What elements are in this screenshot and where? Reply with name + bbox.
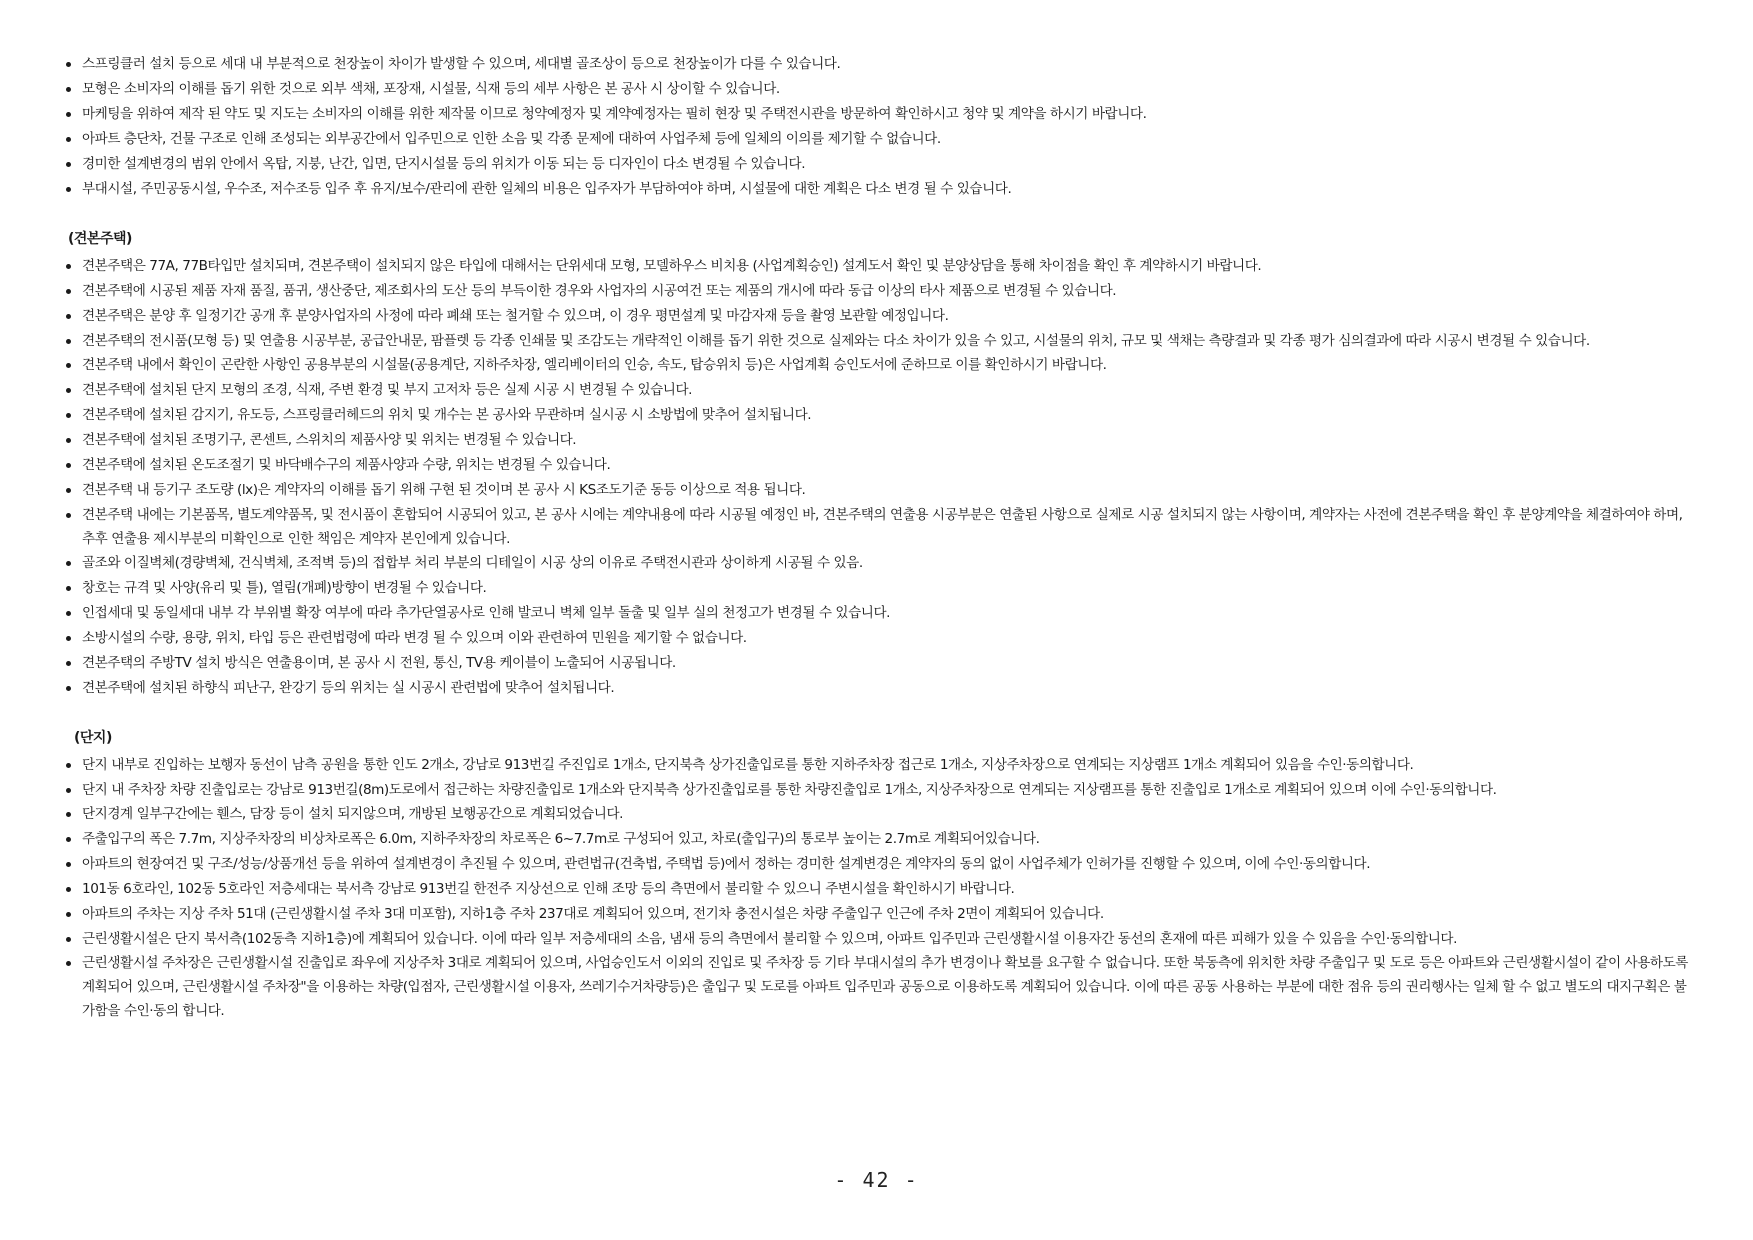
section-heading-model-house: (견본주택) <box>68 231 132 247</box>
list-item: 인접세대 및 동일세대 내부 각 부위별 확장 여부에 따라 추가단열공사로 인해 발코니 벽체 일부 돌출 및 일부 실의 천정고가 변경될 수 있습니다. <box>66 601 1688 626</box>
list-item: 스프링클러 설치 등으로 세대 내 부분적으로 천장높이 차이가 발생할 수 있으며, 세대별 골조상이 등으로 천장높이가 다를 수 있습니다. <box>66 52 1688 77</box>
page-number: - 42 - <box>834 1168 919 1192</box>
list-item: 견본주택에 설치된 하향식 피난구, 완강기 등의 위치는 실 시공시 관련법에 맞추어 설치됩니다. <box>66 676 1688 701</box>
list-item: 모형은 소비자의 이해를 돕기 위한 것으로 외부 색채, 포장재, 시설물, 식재 등의 세부 사항은 본 공사 시 상이할 수 있습니다. <box>66 77 1688 102</box>
list-item: 견본주택 내 등기구 조도량 (lx)은 계약자의 이해를 돕기 위해 구현 된 것이며 본 공사 시 KS조도기준 동등 이상으로 적용 됩니다. <box>66 478 1688 503</box>
list-item: 단지 내 주차장 차량 진출입로는 강남로 913번길(8m)도로에서 접근하는 차량진출입로 1개소와 단지북측 상가진출입로를 통한 차량진출입로 1개소, 지상주차장으로 연계되는 지상램프를 통한 진출입로 1개소로 계획되어 있으며 이에 수인·동의합니다. <box>66 778 1688 802</box>
list-item: 견본주택은 분양 후 일정기간 공개 후 분양사업자의 사정에 따라 폐쇄 또는 철거할 수 있으며, 이 경우 평면설계 및 마감자재 등을 촬영 보관할 예정입니다. <box>66 304 1688 329</box>
list-item: 아파트의 주차는 지상 주차 51대 (근린생활시설 주차 3대 미포함), 지하1층 주차 237대로 계획되어 있으며, 전기차 충전시설은 차량 주출입구 인근에 주차 2면이 계획되어 있습니다. <box>66 902 1688 927</box>
list-item: 단지경계 일부구간에는 휀스, 담장 등이 설치 되지않으며, 개방된 보행공간으로 계획되었습니다. <box>66 802 1688 827</box>
list-item: 101동 6호라인, 102동 5호라인 저층세대는 북서측 강남로 913번길 한전주 지상선으로 인해 조망 등의 측면에서 불리할 수 있으니 주변시설을 확인하시기 바랍니다. <box>66 877 1688 902</box>
list-item: 소방시설의 수량, 용량, 위치, 타입 등은 관련법령에 따라 변경 될 수 있으며 이와 관련하여 민원을 제기할 수 없습니다. <box>66 626 1688 651</box>
list-item: 견본주택 내에서 확인이 곤란한 사항인 공용부분의 시설물(공용계단, 지하주차장, 엘리베이터의 인승, 속도, 탑승위치 등)은 사업계획 승인도서에 준하므로 이를 확인하시기 바랍니다. <box>66 353 1688 378</box>
complex-list <box>66 753 1688 1023</box>
list-item: 견본주택에 설치된 온도조절기 및 바닥배수구의 제품사양과 수량, 위치는 변경될 수 있습니다. <box>66 453 1688 478</box>
list-item: 견본주택의 전시품(모형 등) 및 연출용 시공부분, 공급안내문, 팜플렛 등 각종 인쇄물 및 조감도는 개략적인 이해를 돕기 위한 것으로 실제와는 다소 차이가 있을 수 있고, 시설물의 위치, 규모 및 색채는 측량결과 및 각종 평가 심의결과에 따라 시공시 변경될 수 있습니다. <box>66 329 1688 353</box>
list-item: 경미한 설계변경의 범위 안에서 옥탑, 지붕, 난간, 입면, 단지시설물 등의 위치가 이동 되는 등 디자인이 다소 변경될 수 있습니다. <box>66 152 1688 177</box>
section-heading-complex: (단지) <box>74 730 112 746</box>
list-item: 아파트의 현장여건 및 구조/성능/상품개선 등을 위하여 설계변경이 추진될 수 있으며, 관련법규(건축법, 주택법 등)에서 정하는 경미한 설계변경은 계약자의 동의 없이 사업주체가 인허가를 진행할 수 있으며, 이에 수인·동의합니다. <box>66 852 1688 877</box>
list-item: 견본주택의 주방TV 설치 방식은 연출용이며, 본 공사 시 전원, 통신, TV용 케이블이 노출되어 시공됩니다. <box>66 651 1688 676</box>
list-item: 아파트 층단차, 건물 구조로 인해 조성되는 외부공간에서 입주민으로 인한 소음 및 각종 문제에 대하여 사업주체 등에 일체의 이의를 제기할 수 없습니다. <box>66 127 1688 152</box>
list-item: 근린생활시설 주차장은 근린생활시설 진출입로 좌우에 지상주차 3대로 계획되어 있으며, 사업승인도서 이외의 진입로 및 주차장 등 기타 부대시설의 추가 변경이나 확보를 요구할 수 없습니다. 또한 북동측에 위치한 차량 주출입구 및 도로 등은 아파트와 근린생활시설이 같이 사용하도록 계획되어 있으며, 근린생활시설 주차장"을 이용하는 차량(입점자, 근린생활시설 이용자, 쓰레기수거차량등)은 출입구 및 도로를 아파트 입주민과 공동으로 이용하도록 계획되어 있습니다. 이에 따른 공동 사용하는 부분에 대한 점유 등의 권리행사는 일체 할 수 없고 별도의 대지구획은 불가함을 수인·동의 합니다. <box>66 951 1688 1023</box>
list-item: 단지 내부로 진입하는 보행자 동선이 남측 공원을 통한 인도 2개소, 강남로 913번길 주진입로 1개소, 단지북측 상가진출입로를 통한 지하주차장 접근로 1개소, 지상주차장으로 연계되는 지상램프 1개소 계획되어 있음을 수인·동의합니다. <box>66 753 1688 778</box>
list-item: 부대시설, 주민공동시설, 우수조, 저수조등 입주 후 유지/보수/관리에 관한 일체의 비용은 입주자가 부담하여야 하며, 시설물에 대한 계획은 다소 변경 될 수 있습니다. <box>66 177 1688 202</box>
intro-list <box>66 52 1688 202</box>
list-item: 주출입구의 폭은 7.7m, 지상주차장의 비상차로폭은 6.0m, 지하주차장의 차로폭은 6~7.7m로 구성되어 있고, 차로(출입구)의 통로부 높이는 2.7m로 계획되어있습니다. <box>66 827 1688 852</box>
list-item: 골조와 이질벽체(경량벽체, 건식벽체, 조적벽 등)의 접합부 처리 부분의 디테일이 시공 상의 이유로 주택전시관과 상이하게 시공될 수 있음. <box>66 551 1688 576</box>
list-item: 견본주택에 시공된 제품 자재 품질, 품귀, 생산중단, 제조회사의 도산 등의 부득이한 경우와 사업자의 시공여건 또는 제품의 개시에 따라 동급 이상의 타사 제품으로 변경될 수 있습니다. <box>66 279 1688 304</box>
list-item: 견본주택은 77A, 77B타입만 설치되며, 견본주택이 설치되지 않은 타입에 대해서는 단위세대 모형, 모델하우스 비치용 (사업계획승인) 설계도서 확인 및 분양상담을 통해 차이점을 확인 후 계약하시기 바랍니다. <box>66 254 1688 279</box>
list-item: 견본주택에 설치된 감지기, 유도등, 스프링클러헤드의 위치 및 개수는 본 공사와 무관하며 실시공 시 소방법에 맞추어 설치됩니다. <box>66 403 1688 428</box>
list-item: 근린생활시설은 단지 북서측(102동측 지하1층)에 계획되어 있습니다. 이에 따라 일부 저층세대의 소음, 냄새 등의 측면에서 불리할 수 있으며, 아파트 입주민과 근린생활시설 이용자간 동선의 혼재에 따른 피해가 있을 수 있음을 수인·동의합니다. <box>66 927 1688 951</box>
model-house-list <box>66 254 1688 701</box>
list-item: 창호는 규격 및 사양(유리 및 틀), 열림(개폐)방향이 변경될 수 있습니다. <box>66 576 1688 601</box>
list-item: 견본주택 내에는 기본품목, 별도계약품목, 및 전시품이 혼합되어 시공되어 있고, 본 공사 시에는 계약내용에 따라 시공될 예정인 바, 견본주택의 연출용 시공부분은 연출된 사항으로 실제로 시공 설치되지 않는 사항이며, 계약자는 사전에 견본주택을 확인 후 분양계약을 체결하여야 하며, 추후 연출용 제시부분의 미확인으로 인한 책임은 계약자 본인에게 있습니다. <box>66 503 1688 551</box>
list-item: 견본주택에 설치된 조명기구, 콘센트, 스위치의 제품사양 및 위치는 변경될 수 있습니다. <box>66 428 1688 453</box>
document-page <box>66 52 1688 1023</box>
list-item: 견본주택에 설치된 단지 모형의 조경, 식재, 주변 환경 및 부지 고저차 등은 실제 시공 시 변경될 수 있습니다. <box>66 378 1688 403</box>
list-item: 마케팅을 위하여 제작 된 약도 및 지도는 소비자의 이해를 위한 제작물 이므로 청약예정자 및 계약예정자는 필히 현장 및 주택전시관을 방문하여 확인하시고 청약 및 계약을 하시기 바랍니다. <box>66 102 1688 127</box>
